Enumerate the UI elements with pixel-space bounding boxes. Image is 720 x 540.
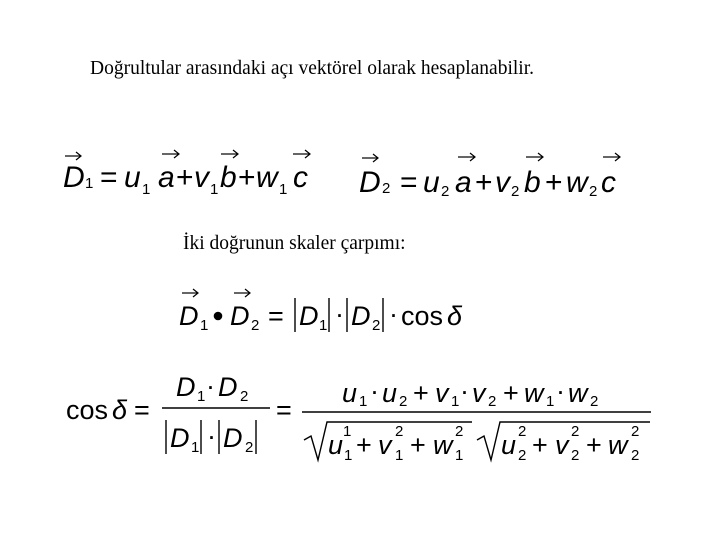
svg-text:D: D — [176, 372, 196, 402]
svg-text:1: 1 — [359, 393, 368, 410]
svg-text:2: 2 — [488, 393, 497, 410]
formula-vector-d2 — [355, 140, 630, 200]
svg-text:1: 1 — [344, 447, 353, 464]
svg-text:c: c — [601, 166, 616, 199]
svg-text:1: 1 — [279, 181, 288, 198]
svg-text:a: a — [455, 166, 472, 199]
svg-text:1: 1 — [191, 439, 200, 456]
svg-text:+: + — [410, 430, 426, 460]
svg-text:c: c — [293, 161, 308, 194]
svg-text:2: 2 — [571, 423, 580, 440]
svg-text:+: + — [586, 430, 602, 460]
svg-text:2: 2 — [511, 183, 520, 200]
svg-text:+: + — [545, 166, 563, 199]
svg-text:1: 1 — [85, 175, 94, 192]
svg-text:v: v — [194, 161, 209, 194]
svg-text:+: + — [475, 166, 493, 199]
svg-text:a: a — [158, 161, 175, 194]
svg-text:+: + — [176, 161, 194, 194]
svg-text:+: + — [356, 430, 372, 460]
svg-text:=: = — [100, 161, 118, 194]
svg-text:·: · — [556, 376, 565, 406]
svg-text:b: b — [524, 166, 541, 199]
svg-text:1: 1 — [451, 393, 460, 410]
svg-text:1: 1 — [546, 393, 555, 410]
svg-text:v: v — [378, 430, 392, 460]
svg-text:·: · — [335, 299, 344, 329]
svg-text:1: 1 — [142, 181, 151, 198]
svg-text:1: 1 — [343, 423, 352, 440]
svg-text:1: 1 — [455, 447, 464, 464]
svg-text:w: w — [256, 161, 278, 194]
svg-text:2: 2 — [395, 423, 404, 440]
svg-text:D: D — [179, 301, 199, 331]
svg-text:w: w — [524, 378, 544, 408]
svg-text:1: 1 — [210, 181, 219, 198]
formula-dot-product — [172, 280, 472, 342]
svg-text:2: 2 — [245, 439, 254, 456]
svg-text:2: 2 — [372, 317, 381, 334]
svg-text:2: 2 — [631, 423, 640, 440]
svg-text:w: w — [608, 430, 628, 460]
svg-text:+: + — [532, 430, 548, 460]
svg-text:·: · — [460, 376, 469, 406]
svg-text:cos: cos — [401, 301, 444, 331]
svg-text:2: 2 — [518, 447, 527, 464]
svg-text:·: · — [389, 299, 398, 329]
svg-text:D: D — [170, 423, 190, 453]
svg-text:2: 2 — [589, 183, 598, 200]
svg-text:2: 2 — [441, 183, 450, 200]
svg-text:u: u — [124, 161, 141, 194]
svg-text:u: u — [342, 378, 358, 408]
svg-text:D: D — [299, 301, 319, 331]
svg-text:·: · — [206, 371, 215, 401]
svg-text:1: 1 — [200, 317, 209, 334]
svg-text:1: 1 — [395, 447, 404, 464]
dot-product-text: İki doğrunun skaler çarpımı: — [183, 233, 406, 254]
svg-text:=: = — [268, 301, 284, 331]
svg-text:D: D — [359, 166, 381, 199]
svg-text:+: + — [503, 378, 519, 408]
svg-text:·: · — [370, 376, 379, 406]
svg-text:D: D — [230, 301, 250, 331]
svg-text:v: v — [555, 430, 569, 460]
svg-text:1: 1 — [197, 388, 206, 405]
svg-text:u: u — [382, 378, 398, 408]
svg-text:u: u — [328, 430, 344, 460]
svg-text:δ: δ — [447, 301, 463, 331]
svg-text:v: v — [435, 378, 449, 408]
svg-text:2: 2 — [399, 393, 408, 410]
svg-text:δ: δ — [112, 395, 128, 425]
svg-text:D: D — [223, 423, 243, 453]
svg-text:2: 2 — [382, 180, 391, 197]
svg-text:+: + — [238, 161, 256, 194]
svg-text:2: 2 — [590, 393, 599, 410]
svg-text:1: 1 — [319, 317, 328, 334]
formula-vector-d1 — [60, 140, 330, 200]
svg-text:w: w — [433, 430, 453, 460]
svg-text:u: u — [501, 430, 517, 460]
svg-text:cos: cos — [66, 395, 109, 425]
svg-text:2: 2 — [571, 447, 580, 464]
svg-text:D: D — [351, 301, 371, 331]
svg-text:=: = — [276, 395, 292, 425]
svg-text:u: u — [423, 166, 440, 199]
svg-text:D: D — [218, 372, 238, 402]
svg-text:2: 2 — [251, 317, 260, 334]
svg-text:·: · — [207, 421, 216, 451]
svg-text:2: 2 — [518, 423, 527, 440]
formula-cos-delta — [62, 370, 658, 470]
intro-text: Doğrultular arasındaki açı vektörel olarak hesaplanabilir. — [90, 58, 534, 79]
svg-text:2: 2 — [455, 423, 464, 440]
svg-text:v: v — [495, 166, 510, 199]
svg-text:2: 2 — [240, 388, 249, 405]
svg-text:=: = — [134, 395, 150, 425]
svg-text:=: = — [400, 166, 418, 199]
svg-text:w: w — [568, 378, 588, 408]
svg-text:+: + — [413, 378, 429, 408]
svg-text:v: v — [472, 378, 486, 408]
svg-text:2: 2 — [631, 447, 640, 464]
svg-text:w: w — [566, 166, 588, 199]
svg-text:D: D — [63, 161, 85, 194]
svg-text:b: b — [220, 161, 237, 194]
